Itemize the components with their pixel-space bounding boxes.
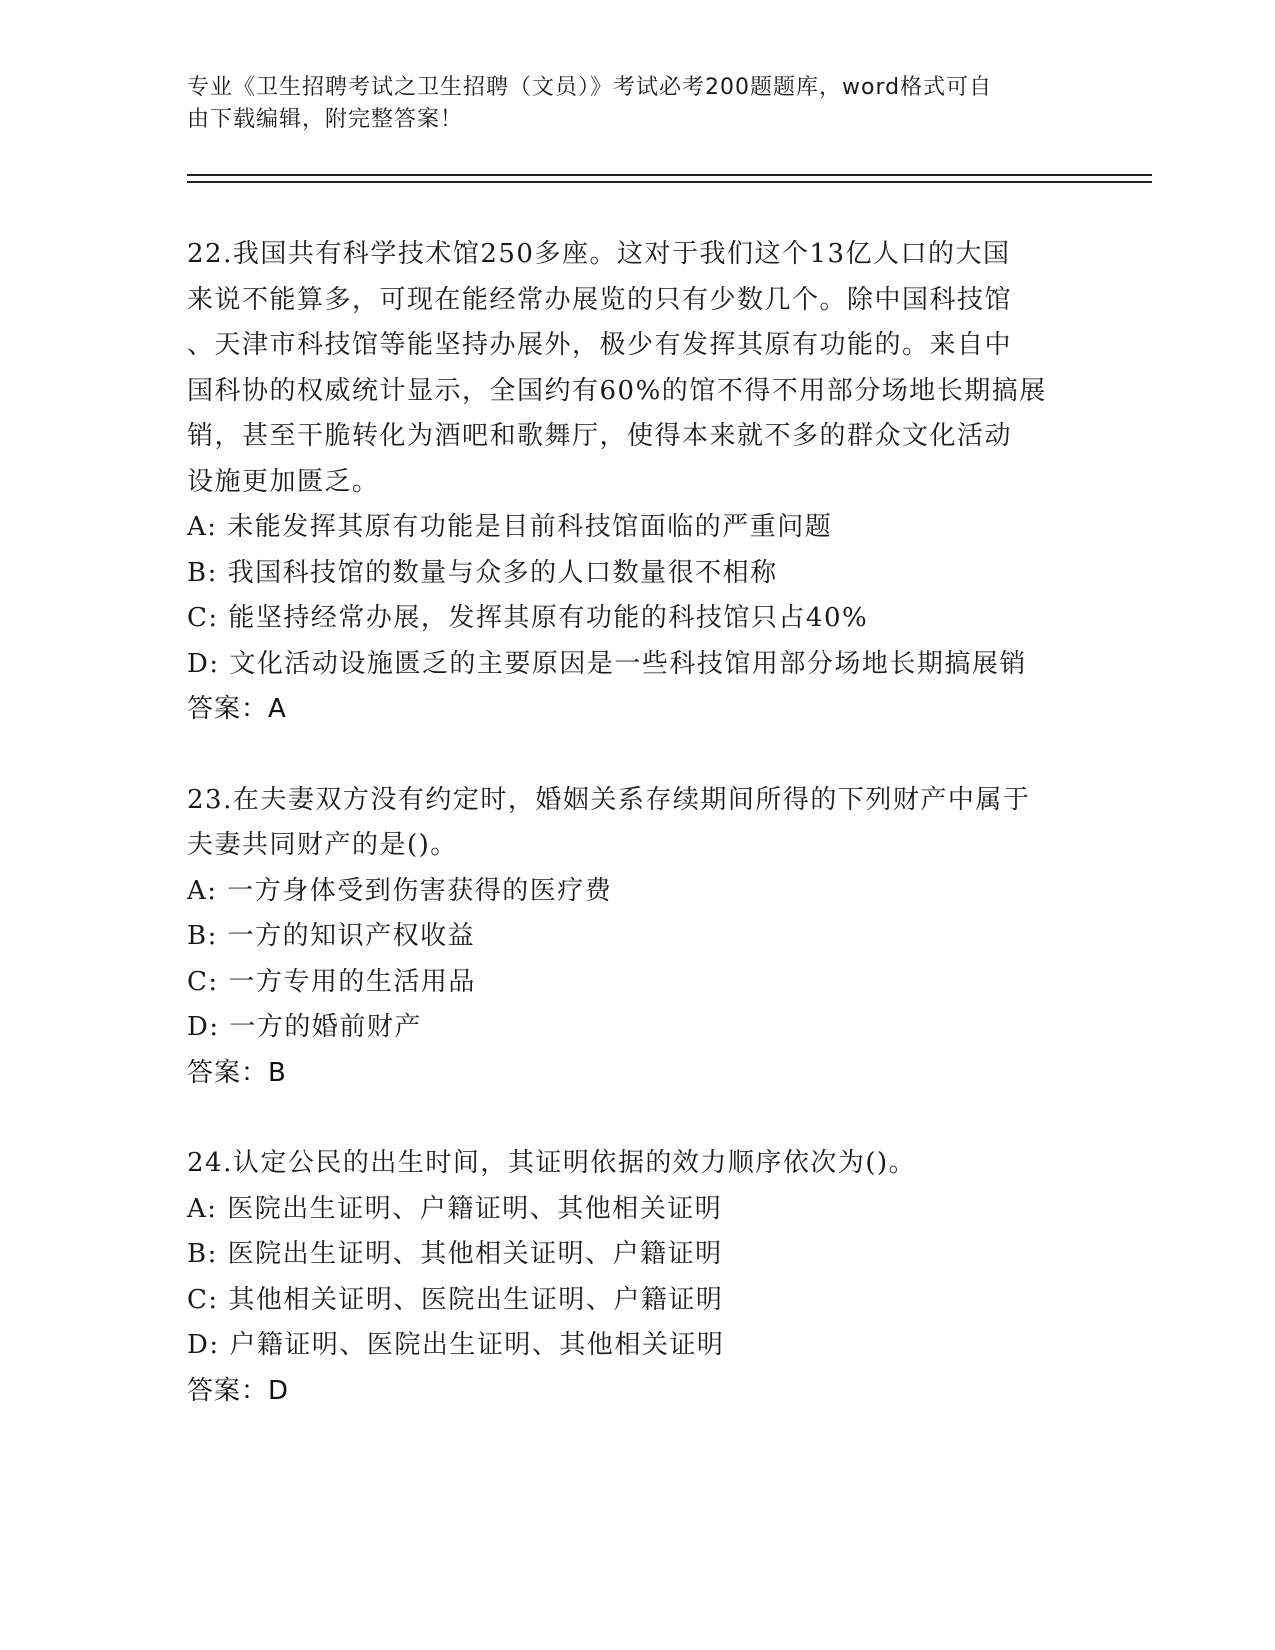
question-23 xyxy=(187,778,1087,1097)
question-stem-line: 来说不能算多，可现在能经常办展览的只有少数几个。除中国科技馆 xyxy=(187,284,1013,315)
question-24 xyxy=(187,1141,1087,1414)
option-c: C: 能坚持经常办展，发挥其原有功能的科技馆只占40% xyxy=(187,603,869,633)
answer-label: 答案：A xyxy=(187,694,287,724)
header-line: 由下载编辑，附完整答案！ xyxy=(187,107,464,132)
question-stem-line: 设施更加匮乏。 xyxy=(187,466,380,497)
option-a: A: 未能发挥其原有功能是目前科技馆面临的严重问题 xyxy=(187,512,833,542)
question-stem-line: 24.认定公民的出生时间，其证明依据的效力顺序依次为()。 xyxy=(187,1148,917,1178)
option-d: D: 户籍证明、医院出生证明、其他相关证明 xyxy=(187,1330,725,1360)
question-stem-line: 22.我国共有科学技术馆250多座。这对于我们这个13亿人口的大国 xyxy=(187,239,1011,269)
option-c: C: 其他相关证明、医院出生证明、户籍证明 xyxy=(187,1284,724,1315)
option-b: B: 一方的知识产权收益 xyxy=(187,921,476,951)
option-d: D: 一方的婚前财产 xyxy=(187,1012,422,1042)
header-divider-top xyxy=(187,174,1152,176)
option-a: A: 一方身体受到伤害获得的医疗费 xyxy=(187,875,613,906)
option-b: B: 我国科技馆的数量与众多的人口数量很不相称 xyxy=(187,557,778,588)
question-22 xyxy=(187,232,1087,733)
option-d: D: 文化活动设施匮乏的主要原因是一些科技馆用部分场地长期搞展销 xyxy=(187,648,1027,679)
question-list xyxy=(187,232,1087,1459)
question-stem-line: 国科协的权威统计显示，全国约有60%的馆不得不用部分场地长期搞展 xyxy=(187,375,1047,406)
header-divider-bottom xyxy=(187,181,1152,183)
answer-label: 答案：D xyxy=(187,1375,290,1406)
question-stem-line: 夫妻共同财产的是()。 xyxy=(187,830,458,860)
answer-label: 答案：B xyxy=(187,1057,287,1088)
question-stem-line: 销，甚至干脆转化为酒吧和歌舞厅，使得本来就不多的群众文化活动 xyxy=(187,421,1013,451)
question-stem-line: 23.在夫妻双方没有约定时，婚姻关系存续期间所得的下列财产中属于 xyxy=(187,784,1031,815)
document-header xyxy=(187,72,1087,136)
option-c: C: 一方专用的生活用品 xyxy=(187,966,476,997)
question-stem-line: 、天津市科技馆等能坚持办展外，极少有发挥其原有功能的。来自中 xyxy=(187,330,1013,360)
header-line: 专业《卫生招聘考试之卫生招聘（文员）》考试必考200题题库，word格式可自 xyxy=(187,75,993,100)
option-b: B: 医院出生证明、其他相关证明、户籍证明 xyxy=(187,1239,723,1269)
option-a: A: 医院出生证明、户籍证明、其他相关证明 xyxy=(187,1193,723,1224)
